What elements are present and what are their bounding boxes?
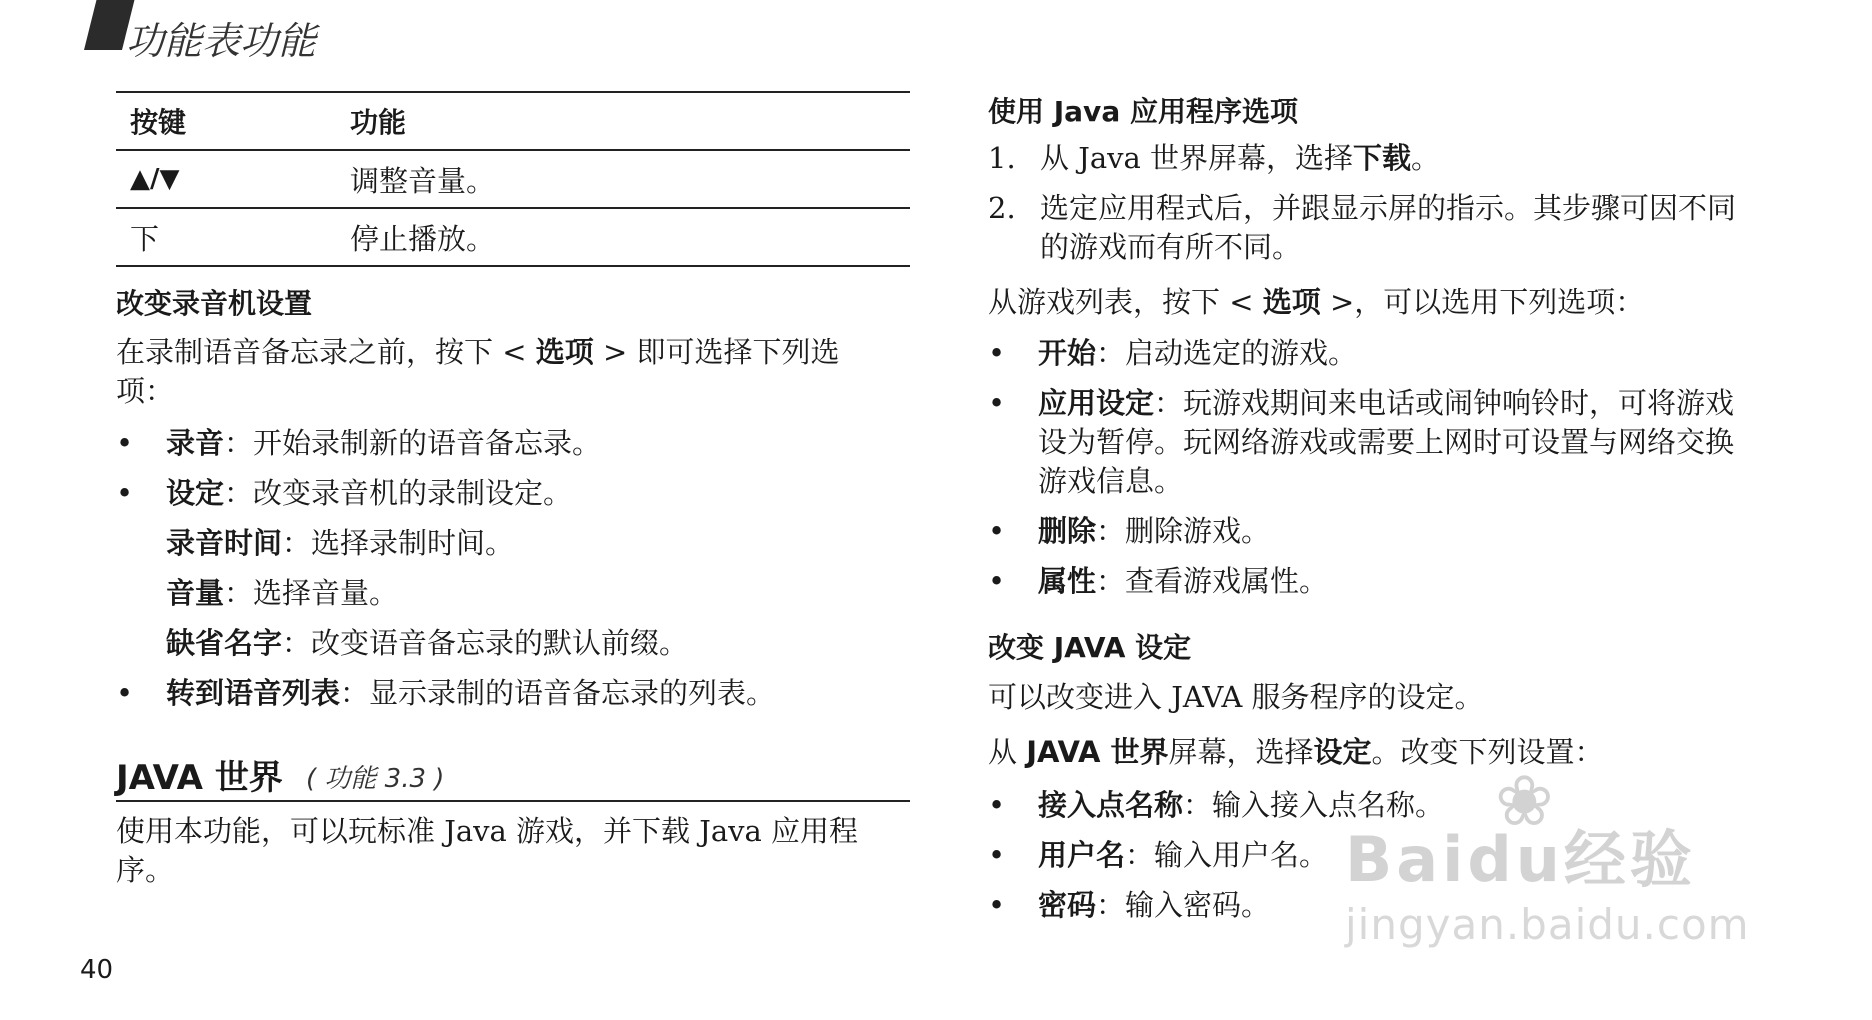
java-world-title: JAVA 世界 [116,758,283,798]
bullet-icon: • [988,564,1006,598]
section-heading-java-settings: 改变 JAVA 设定 [988,631,1192,664]
sub-list-item: 录音时间：选择录制时间。 [166,526,515,560]
sub-list-item: 缺省名字：改变语音备忘录的默认前缀。 [166,626,689,660]
bullet-icon: • [988,336,1006,370]
bullet-icon: • [116,676,134,710]
recorder-intro: 在录制语音备忘录之前，按下 < 选项 > 即可选择下列选 项： [116,335,840,408]
section-heading-java-world [116,750,910,802]
section-heading-java-options: 使用 Java 应用程序选项 [988,95,1298,128]
watermark-url: jingyan.baidu.com [1345,900,1750,949]
paw-icon: ❀ [1495,760,1554,842]
watermark-brand: Baidu经验 [1345,823,1696,896]
sub-list-item: 音量：选择音量。 [166,576,399,610]
bullet-icon: • [116,426,134,460]
game-list-intro: 从游戏列表，按下 < 选项 >，可以选用下列选项： [988,285,1645,319]
bullet-icon: • [988,386,1006,420]
section-heading-recorder: 改变录音机设置 [116,287,313,320]
table-cell-key: ▲/▼ [116,150,336,208]
java-world-description: 使用本功能，可以玩标准 Java 游戏，并下载 Java 应用程 序。 [116,814,859,887]
bullet-icon: • [988,788,1006,822]
table-row [116,150,910,208]
table-header-row [116,92,910,150]
page-header-title: 功能表功能 [126,19,317,63]
table-cell-function: 停止播放。 [336,208,910,266]
bullet-icon: • [988,838,1006,872]
java-settings-intro: 可以改变进入 JAVA 服务程序的设定。 [988,680,1484,714]
column-header-function: 功能 [336,92,910,150]
bullet-icon: • [988,888,1006,922]
java-world-function-number: ( 功能 3.3 ) [306,764,445,794]
table-row [116,208,910,266]
column-header-key: 按键 [116,92,336,150]
bullet-icon: • [116,476,134,510]
baidu-watermark [1345,760,1785,960]
bullet-icon: • [988,514,1006,548]
table-cell-key: 下 [116,208,336,266]
table-cell-function: 调整音量。 [336,150,910,208]
java-settings-path: 从 JAVA 世界屏幕，选择设定。改变下列设置： [988,735,1604,769]
page-number: 40 [80,955,114,985]
key-function-table [116,91,910,267]
